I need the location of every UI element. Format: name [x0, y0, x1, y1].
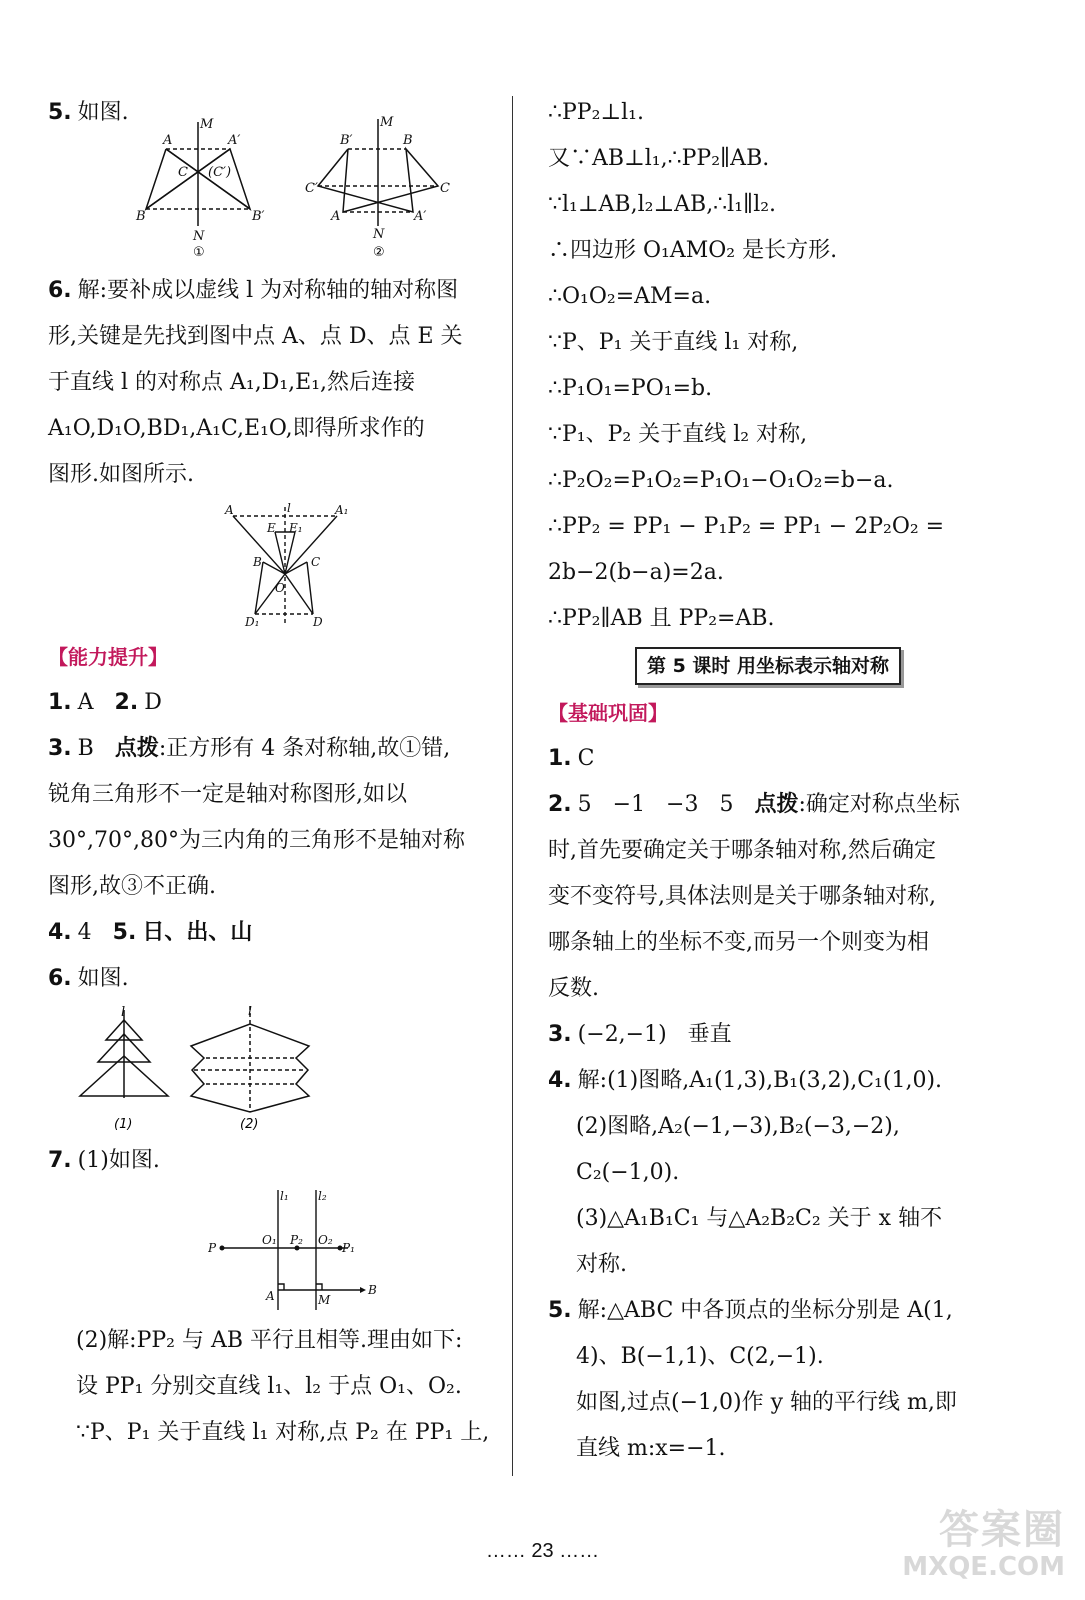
watermark-url: MXQE.COM [902, 1552, 1065, 1582]
q6b [48, 956, 503, 1134]
proof-line: 又∵AB⊥l₁,∴PP₂∥AB. [548, 146, 770, 171]
q6-line: A₁O,D₁O,BD₁,A₁C,E₁O,即得所求作的 [48, 416, 425, 441]
q1-number: 1. [48, 690, 72, 715]
q7-figure [208, 1188, 408, 1314]
b5-line: 如图,过点(−1,0)作 y 轴的平行线 m,即 [576, 1390, 957, 1415]
b4-line: 对称. [576, 1252, 627, 1277]
proof-line: ∴PP₂ = PP₁ − P₁P₂ = PP₁ − 2P₂O₂ = [548, 514, 945, 539]
b2-hint: 点拨 [754, 792, 799, 817]
svg-text:O: O [275, 581, 285, 595]
q6-line: 于直线 l 的对称点 A₁,D₁,E₁,然后连接 [48, 370, 416, 395]
svg-text:D: D [313, 615, 323, 629]
svg-text:N: N [193, 229, 205, 244]
svg-text:l: l [287, 502, 291, 515]
proof-line: ∴四边形 O₁AMO₂ 是长方形. [548, 238, 838, 263]
page-number: …… 23 …… [485, 1540, 600, 1562]
svg-text:A₁: A₁ [335, 503, 349, 517]
b2-line: 哪条轴上的坐标不变,而另一个则变为相 [548, 930, 929, 955]
q3-line: :正方形有 4 条对称轴,故①错, [158, 736, 451, 761]
q7-line: ∵P、P₁ 关于直线 l₁ 对称,点 P₂ 在 PP₁ 上, [76, 1420, 490, 1445]
svg-text:A′: A′ [414, 209, 427, 224]
q3-line: 图形,故③不正确. [48, 874, 216, 899]
b3 [548, 1012, 988, 1058]
q3-line: 锐角三角形不一定是轴对称图形,如以 [48, 782, 407, 807]
q5-figures [108, 114, 468, 264]
svg-text:C′: C′ [305, 181, 318, 196]
q6b-fig1-label: (1) [114, 1117, 133, 1132]
column-divider [512, 96, 513, 1476]
b1 [548, 736, 988, 782]
q3-line: 30°,70°,80°为三内角的三角形不是轴对称 [48, 828, 465, 853]
b5-line: 4)、B(−1,1)、C(2,−1). [576, 1344, 824, 1369]
q6-number: 6. [48, 278, 72, 303]
proof-line: ∴P₂O₂=P₁O₂=P₁O₁−O₁O₂=b−a. [548, 468, 894, 493]
svg-text:E: E [267, 521, 276, 535]
q4-answer: 4 [77, 920, 92, 945]
svg-text:B: B [368, 1283, 377, 1297]
svg-text:C: C [178, 165, 188, 180]
svg-text:E₁: E₁ [289, 521, 303, 535]
svg-text:B: B [253, 555, 262, 569]
q6-figure [223, 502, 373, 630]
proof-line: ∴PP₂∥AB 且 PP₂=AB. [548, 606, 775, 631]
svg-text:C: C [311, 555, 321, 569]
proof-line: ∵l₁⊥AB,l₂⊥AB,∴l₁∥l₂. [548, 192, 777, 217]
svg-text:A: A [163, 133, 173, 148]
svg-text:l₂: l₂ [318, 1189, 327, 1203]
q7-number: 7. [48, 1148, 72, 1173]
svg-text:M: M [380, 115, 394, 130]
svg-text:C: C [440, 181, 450, 196]
q4-5 [48, 910, 503, 956]
q6b-fig2-label: (2) [240, 1117, 259, 1132]
b5 [548, 1288, 988, 1472]
watermark-logo: 答案圈 [939, 1507, 1065, 1553]
q6-line: 解:要补成以虚线 l 为对称轴的轴对称图 [77, 278, 459, 303]
b2-line: 时,首先要确定关于哪条轴对称,然后确定 [548, 838, 936, 863]
q6 [48, 268, 503, 630]
q2-answer: D [144, 690, 162, 715]
q5-fig2-label: ② [373, 245, 385, 260]
svg-text:N: N [373, 227, 385, 242]
proof-line: ∴PP₂⊥l₁. [548, 100, 644, 125]
q6b-text: 如图. [77, 966, 129, 991]
q3 [48, 726, 503, 910]
svg-text:D₁: D₁ [245, 615, 260, 629]
b3-number: 3. [548, 1022, 572, 1047]
b1-number: 1. [548, 746, 572, 771]
b2-number: 2. [548, 792, 572, 817]
q7-part1: (1)如图. [77, 1148, 160, 1173]
svg-text:(C′): (C′) [208, 165, 232, 180]
proof-line: ∴P₁O₁=PO₁=b. [548, 376, 713, 401]
watermark [902, 1508, 1065, 1582]
svg-text:O₁: O₁ [262, 1233, 277, 1247]
b4-number: 4. [548, 1068, 572, 1093]
b3-answer: (−2,−1) 垂直 [577, 1022, 732, 1047]
svg-text:A′: A′ [228, 133, 241, 148]
q5-text: 如图. [77, 100, 129, 125]
q5-number: 5. [48, 100, 72, 125]
right-column [548, 90, 988, 1472]
section-ability: 【能力提升】 [48, 645, 168, 669]
q3-hint: 点拨 [114, 736, 159, 761]
b5-line: 直线 m:x=−1. [576, 1436, 726, 1461]
svg-text:A: A [225, 503, 234, 517]
svg-text:B: B [136, 209, 146, 224]
svg-text:B′: B′ [252, 209, 265, 224]
svg-text:B′: B′ [340, 133, 353, 148]
left-column [48, 90, 503, 1456]
q7-proof [548, 90, 988, 642]
svg-text:A: A [331, 209, 341, 224]
q1-answer: A [77, 690, 94, 715]
b5-number: 5. [548, 1298, 572, 1323]
b2 [548, 782, 988, 1012]
q2-number: 2. [114, 690, 139, 715]
q6b-figures [76, 1006, 376, 1134]
b1-answer: C [577, 746, 595, 771]
q7-line: (2)解:PP₂ 与 AB 平行且相等.理由如下: [76, 1328, 463, 1353]
proof-line: ∵P₁、P₂ 关于直线 l₂ 对称, [548, 422, 808, 447]
svg-text:P₁: P₁ [342, 1241, 355, 1255]
proof-line: 2b−2(b−a)=2a. [548, 560, 724, 585]
svg-text:O₂: O₂ [318, 1233, 333, 1247]
q7-line: 设 PP₁ 分别交直线 l₁、l₂ 于点 O₁、O₂. [76, 1374, 462, 1399]
b2-answer: 5 −1 −3 5 [577, 792, 734, 817]
b4-line: 解:(1)图略,A₁(1,3),B₁(3,2),C₁(1,0). [577, 1068, 943, 1093]
q5-fig1-label: ① [193, 245, 205, 260]
q7 [48, 1138, 503, 1456]
lesson-title: 第 5 课时 用坐标表示轴对称 [635, 647, 901, 685]
b2-line: :确定对称点坐标 [798, 792, 960, 817]
svg-text:M: M [200, 117, 214, 132]
q4-number: 4. [48, 920, 72, 945]
b5-line: 解:△ABC 中各顶点的坐标分别是 A(1, [577, 1298, 953, 1323]
b4-line: (3)△A₁B₁C₁ 与△A₂B₂C₂ 关于 x 轴不 [576, 1206, 943, 1231]
svg-text:A: A [266, 1289, 275, 1303]
svg-text:l: l [121, 1006, 126, 1020]
svg-text:M: M [318, 1293, 331, 1307]
q3-answer: B [77, 736, 94, 761]
svg-text:P₂: P₂ [290, 1233, 303, 1247]
svg-text:P: P [208, 1241, 217, 1255]
b4 [548, 1058, 988, 1288]
b4-line: C₂(−1,0). [576, 1160, 680, 1185]
q5b-number: 5. [112, 920, 137, 945]
svg-text:l: l [248, 1006, 253, 1019]
q5 [48, 90, 503, 264]
q6b-number: 6. [48, 966, 72, 991]
proof-line: ∴O₁O₂=AM=a. [548, 284, 712, 309]
proof-line: ∵P、P₁ 关于直线 l₁ 对称, [548, 330, 799, 355]
b2-line: 反数. [548, 976, 599, 1001]
b2-line: 变不变符号,具体法则是关于哪条轴对称, [548, 884, 936, 909]
q6-line: 形,关键是先找到图中点 A、点 D、点 E 关 [48, 324, 463, 349]
b4-line: (2)图略,A₂(−1,−3),B₂(−3,−2), [576, 1114, 900, 1139]
svg-text:B: B [403, 133, 413, 148]
section-basic: 【基础巩固】 [548, 701, 668, 725]
q5b-answer: 日、出、山 [142, 920, 253, 945]
q3-number: 3. [48, 736, 72, 761]
q6-line: 图形.如图所示. [48, 462, 194, 487]
q1-2 [48, 680, 503, 726]
svg-text:l₁: l₁ [280, 1189, 289, 1203]
